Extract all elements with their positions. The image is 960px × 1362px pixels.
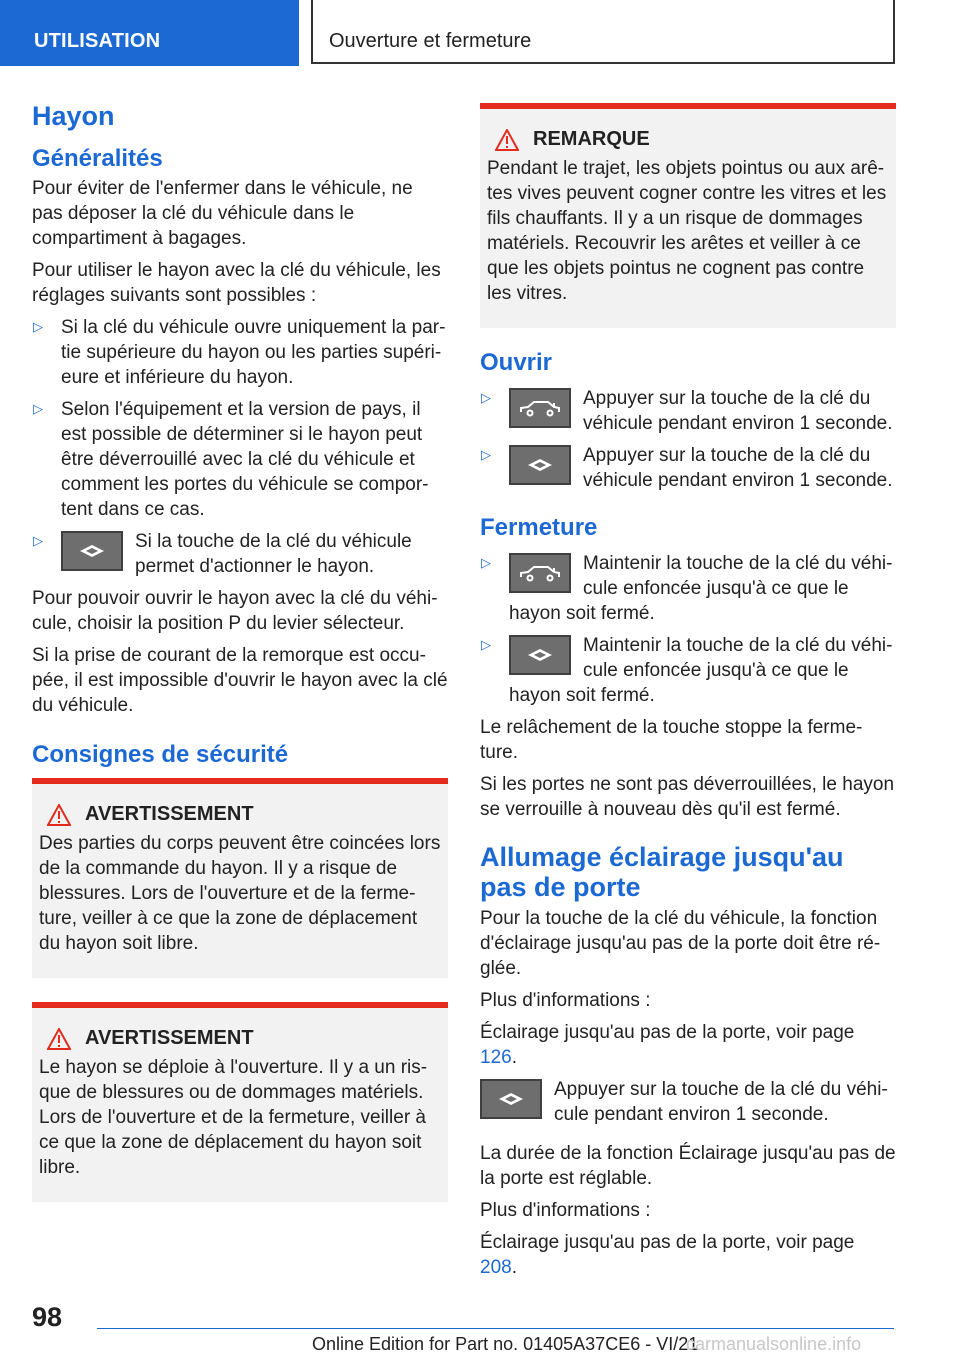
settings-list <box>32 315 448 579</box>
list-item <box>32 397 448 522</box>
chapter-label: Ouverture et fermeture <box>329 30 532 52</box>
right-column <box>480 103 896 1287</box>
section-label: UTILISATION <box>34 30 161 52</box>
paragraph: Plus d'informations : <box>480 990 651 1011</box>
list-item-text: Appuyer sur la touche de la clé du véhicule pendant environ 1 seconde. <box>583 388 893 434</box>
key-tailgate-button-icon <box>509 553 571 593</box>
note-label: REMARQUE <box>533 128 650 150</box>
warning-box <box>32 1002 448 1202</box>
key-button-icon <box>61 531 123 571</box>
cross-reference: Éclairage jusqu'au pas de la porte, voir page 208. <box>480 1232 855 1278</box>
paragraph: Pour la touche de la clé du véhicule, la fonction d'éclairage jusqu'au pas de la porte doit être ré-glée. <box>480 908 881 979</box>
triangle-bullet-icon: ▷ <box>481 555 491 570</box>
generalites-heading: Généralités <box>32 145 163 172</box>
section-title: Hayon <box>32 101 115 131</box>
list-item-text: Maintenir la touche de la clé du véhi-cule enfoncée jusqu'à ce que le hayon soit fermé. <box>509 635 893 706</box>
left-column <box>32 100 448 1216</box>
triangle-bullet-icon: ▷ <box>33 319 43 334</box>
triangle-bullet-icon: ▷ <box>33 533 43 548</box>
warning-text: Le hayon se déploie à l'ouverture. Il y a un ris-que de blessures ou de dommages matériels. Lors de l'ouverture et de la fermeture, veiller à ce que la zone de déplacement du hayon soit libre. <box>39 1057 428 1178</box>
key-button-icon <box>509 445 571 485</box>
paragraph: Si la prise de courant de la remorque est occu-pée, il est impossible d'ouvrir le hayon avec la clé du véhicule. <box>32 645 448 716</box>
page-link-126[interactable]: 126 <box>480 1047 512 1068</box>
list-item-text: Appuyer sur la touche de la clé du véhicule pendant environ 1 seconde. <box>583 445 893 491</box>
key-tailgate-button-icon <box>509 388 571 428</box>
list-item-text: Maintenir la touche de la clé du véhi-cule enfoncée jusqu'à ce que le hayon soit fermé. <box>509 553 893 624</box>
list-item <box>32 529 448 579</box>
key-instruction-text: Appuyer sur la touche de la clé du véhi-cule pendant environ 1 seconde. <box>554 1079 888 1125</box>
list-item <box>480 551 896 626</box>
warning-label: AVERTISSEMENT <box>85 803 254 825</box>
footer-divider <box>97 1328 894 1329</box>
fermeture-heading: Fermeture <box>480 514 598 541</box>
note-box <box>480 103 896 328</box>
watermark-text: carmanualsonline.info <box>686 1334 862 1354</box>
list-item <box>480 443 896 493</box>
page-header <box>0 0 960 66</box>
paragraph: Plus d'informations : <box>480 1200 651 1221</box>
list-item-text: Si la touche de la clé du véhicule permet d'actionner le hayon. <box>135 531 412 577</box>
edition-text: Online Edition for Part no. 01405A37CE6 - VI/21 <box>312 1334 699 1354</box>
warning-triangle-icon <box>47 804 71 826</box>
section-tab <box>0 0 299 66</box>
triangle-bullet-icon: ▷ <box>33 401 43 416</box>
triangle-bullet-icon: ▷ <box>481 637 491 652</box>
key-button-icon <box>509 635 571 675</box>
warning-box <box>32 778 448 978</box>
chapter-box <box>311 0 895 64</box>
page-number: 98 <box>32 1302 63 1332</box>
paragraph: Pour éviter de l'enfermer dans le véhicule, ne pas déposer la clé du véhicule dans le compartiment à bagages. <box>32 178 413 249</box>
paragraph: La durée de la fonction Éclairage jusqu'au pas de la porte est réglable. <box>480 1143 896 1189</box>
key-button-icon <box>480 1079 542 1119</box>
allumage-heading: Allumage éclairage jusqu'au pas de porte <box>480 842 844 902</box>
warning-text: Des parties du corps peuvent être coincées lors de la commande du hayon. Il y a risque de blessures. Lors de l'ouverture et de la ferme-ture, veiller à ce que la zone de déplacement du hayon soit libre. <box>39 833 441 954</box>
safety-heading: Consignes de sécurité <box>32 741 289 768</box>
page-link-208[interactable]: 208 <box>480 1257 512 1278</box>
triangle-bullet-icon: ▷ <box>481 447 491 462</box>
list-item <box>480 386 896 436</box>
note-text: Pendant le trajet, les objets pointus ou aux arê-tes vives peuvent cogner contre les vitres et les fils chauffants. Il y a un risque de dommages matériels. Recouvrir les arêtes et veiller à ce que les objets pointus ne cognent pas contre les vitres. <box>487 158 887 304</box>
triangle-bullet-icon: ▷ <box>481 390 491 405</box>
paragraph: Le relâchement de la touche stoppe la ferme-ture. <box>480 717 863 763</box>
paragraph: Si les portes ne sont pas déverrouillées, le hayon se verrouille à nouveau dès qu'il est fermé. <box>480 774 895 820</box>
list-item <box>480 633 896 708</box>
cross-reference: Éclairage jusqu'au pas de la porte, voir page 126. <box>480 1022 855 1068</box>
ouvrir-list <box>480 386 896 493</box>
paragraph: Pour pouvoir ouvrir le hayon avec la clé du véhi-cule, choisir la position P du levier sélecteur. <box>32 588 438 634</box>
ouvrir-heading: Ouvrir <box>480 349 553 376</box>
key-instruction <box>480 1077 896 1127</box>
warning-label: AVERTISSEMENT <box>85 1027 254 1049</box>
warning-triangle-icon <box>47 1028 71 1050</box>
list-item-text: Selon l'équipement et la version de pays, il est possible de déterminer si le hayon peut être déverrouillé avec la clé du véhicule et comment les portes du véhicule se compor-tent dans ce cas. <box>61 399 429 520</box>
fermeture-list <box>480 551 896 708</box>
list-item <box>32 315 448 390</box>
warning-triangle-icon <box>495 129 519 151</box>
list-item-text: Si la clé du véhicule ouvre uniquement la par-tie supérieure du hayon ou les parties supéri-eure et inférieure du hayon. <box>61 317 446 388</box>
paragraph: Pour utiliser le hayon avec la clé du véhicule, les réglages suivants sont possibles : <box>32 260 441 306</box>
